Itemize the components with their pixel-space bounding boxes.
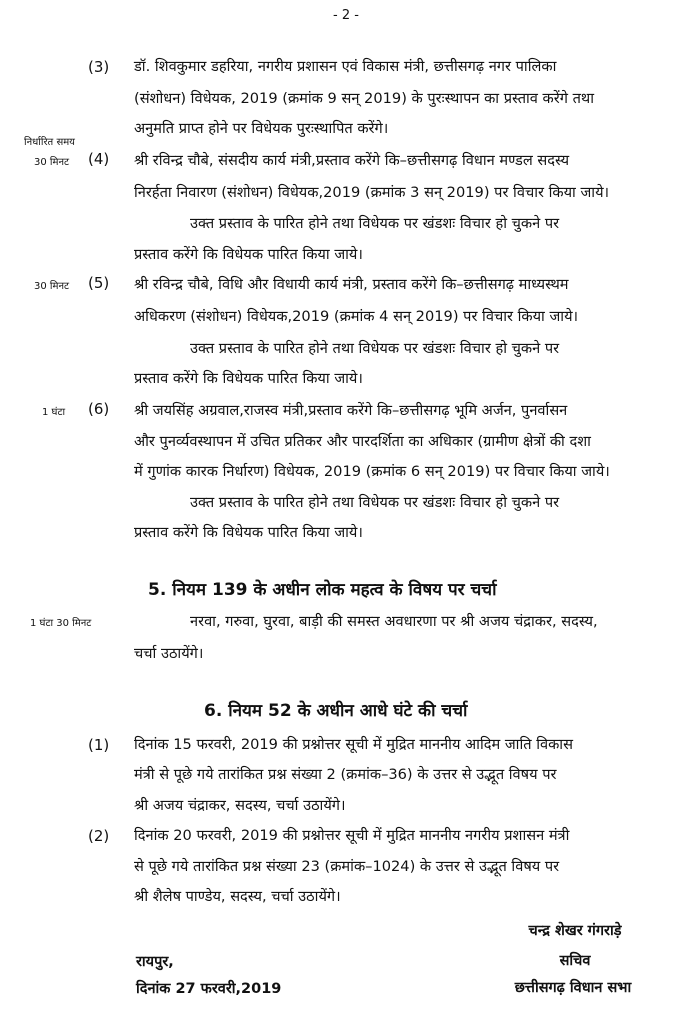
item-line: डॉ. शिवकुमार डहरिया, नगरीय प्रशासन एवं विकास मंत्री, छत्तीसगढ़ नगर पालिका: [134, 58, 557, 75]
item-line: श्री जयसिंह अग्रवाल,राजस्व मंत्री,प्रस्ताव करेंगे कि–छत्तीसगढ़ भूमि अर्जन, पुनर्वासन: [134, 402, 568, 419]
item-line: से पूछे गये तारांकित प्रश्न संख्या 23 (क्रमांक–1024) के उत्तर से उद्भूत विषय पर: [134, 858, 560, 875]
item-line: उक्त प्रस्ताव के पारित होने तथा विधेयक पर खंडशः विचार हो चुकने पर: [190, 340, 560, 357]
item-line: अनुमति प्राप्त होने पर विधेयक पुरःस्थापित करेंगे।: [134, 120, 389, 137]
item-line: प्रस्ताव करेंगे कि विधेयक पारित किया जाये।: [134, 370, 363, 387]
item-line: (संशोधन) विधेयक, 2019 (क्रमांक 9 सन् 2019) के पुरःस्थापन का प्रस्ताव करेंगे तथा: [134, 90, 595, 107]
item-line: प्रस्ताव करेंगे कि विधेयक पारित किया जाये।: [134, 524, 363, 541]
item-line: श्री अजय चंद्राकर, सदस्य, चर्चा उठायेंगे।: [134, 797, 346, 814]
item-number: (3): [88, 58, 110, 76]
item-line: श्री रविन्द्र चौबे, संसदीय कार्य मंत्री,प्रस्ताव करेंगे कि–छत्तीसगढ़ विधान मण्डल सदस्य: [134, 152, 570, 169]
item-line: निरर्हता निवारण (संशोधन) विधेयक,2019 (क्रमांक 3 सन् 2019) पर विचार किया जाये।: [134, 184, 610, 201]
signatory-designation: सचिव: [559, 953, 591, 969]
item-line: प्रस्ताव करेंगे कि विधेयक पारित किया जाये।: [134, 246, 363, 263]
item-line: और पुनर्व्यवस्थापन में उचित प्रतिकर और पारदर्शिता का अधिकार (ग्रामीण क्षेत्रों की दशा: [134, 433, 591, 450]
item-number: (5): [88, 274, 110, 292]
item-line: उक्त प्रस्ताव के पारित होने तथा विधेयक पर खंडशः विचार हो चुकने पर: [190, 494, 560, 511]
allotted-time: 30 मिनट: [34, 157, 70, 168]
item-line: में गुणांक कारक निर्धारण) विधेयक, 2019 (क्रमांक 6 सन् 2019) पर विचार किया जाये।: [134, 463, 610, 480]
item-line: उक्त प्रस्ताव के पारित होने तथा विधेयक पर खंडशः विचार हो चुकने पर: [190, 215, 560, 232]
section-line: चर्चा उठायेंगे।: [134, 645, 204, 662]
item-line: दिनांक 20 फरवरी, 2019 की प्रश्नोत्तर सूची में मुद्रित माननीय नगरीय प्रशासन मंत्री: [134, 827, 570, 844]
allotted-time: 1 घंटा: [42, 407, 66, 418]
item-line: अधिकरण (संशोधन) विधेयक,2019 (क्रमांक 4 सन् 2019) पर विचार किया जाये।: [134, 308, 579, 325]
allotted-time: 30 मिनट: [34, 281, 70, 292]
signatory-office: छत्तीसगढ़ विधान सभा: [514, 980, 632, 996]
item-number: (2): [88, 827, 110, 845]
allotted-time: 1 घंटा 30 मिनट: [30, 618, 92, 629]
time-heading: निर्धारित समय: [24, 137, 75, 148]
item-number: (4): [88, 150, 110, 168]
section-heading: 5. नियम 139 के अधीन लोक महत्व के विषय पर चर्चा: [148, 580, 497, 600]
item-line: श्री रविन्द्र चौबे, विधि और विधायी कार्य मंत्री, प्रस्ताव करेंगे कि–छत्तीसगढ़ माध्यस्थम: [134, 276, 569, 293]
page-number: - 2 -: [333, 8, 359, 23]
item-number: (1): [88, 736, 110, 754]
item-number: (6): [88, 400, 110, 418]
section-line: नरवा, गरुवा, घुरवा, बाड़ी की समस्त अवधारणा पर श्री अजय चंद्राकर, सदस्य,: [190, 613, 598, 630]
signatory-name: चन्द्र शेखर गंगराड़े: [528, 923, 622, 939]
item-line: दिनांक 15 फरवरी, 2019 की प्रश्नोत्तर सूची में मुद्रित माननीय आदिम जाति विकास: [134, 736, 573, 753]
item-line: श्री शैलेष पाण्डेय, सदस्य, चर्चा उठायेंगे।: [134, 888, 341, 905]
item-line: मंत्री से पूछे गये तारांकित प्रश्न संख्या 2 (क्रमांक–36) के उत्तर से उद्भूत विषय पर: [134, 766, 557, 783]
footer-place: रायपुर,: [136, 954, 174, 970]
section-heading: 6. नियम 52 के अधीन आधे घंटे की चर्चा: [204, 701, 468, 721]
footer-date: दिनांक 27 फरवरी,2019: [136, 981, 282, 997]
